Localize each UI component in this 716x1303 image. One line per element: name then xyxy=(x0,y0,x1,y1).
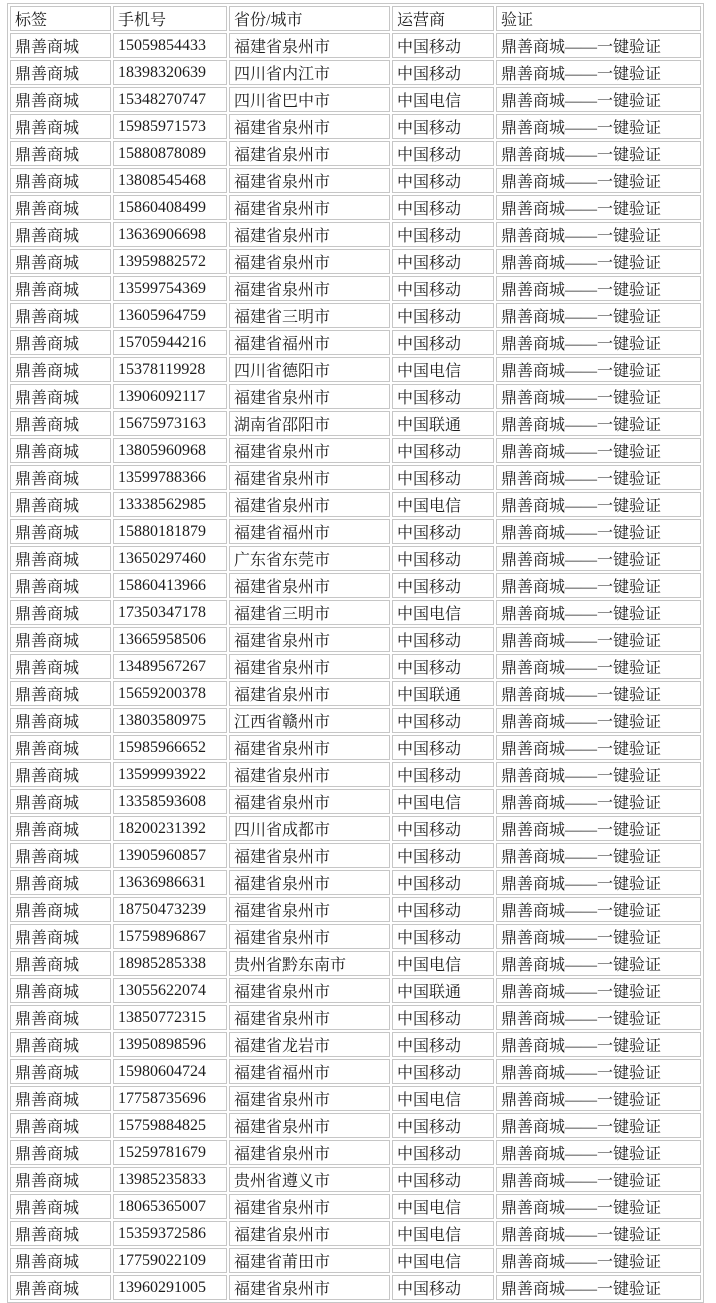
cell-carrier: 中国移动 xyxy=(392,546,494,571)
cell-carrier: 中国联通 xyxy=(392,681,494,706)
cell-region: 福建省泉州市 xyxy=(229,1113,390,1138)
cell-label: 鼎善商城 xyxy=(10,627,111,652)
cell-phone: 13850772315 xyxy=(113,1005,227,1030)
cell-region: 福建省龙岩市 xyxy=(229,1032,390,1057)
cell-phone: 13338562985 xyxy=(113,492,227,517)
table-row xyxy=(10,438,701,463)
cell-verify: 鼎善商城——一键验证 xyxy=(496,276,701,301)
cell-verify: 鼎善商城——一键验证 xyxy=(496,1248,701,1273)
table-row xyxy=(10,1221,701,1246)
cell-carrier: 中国移动 xyxy=(392,249,494,274)
cell-phone: 15759896867 xyxy=(113,924,227,949)
cell-verify: 鼎善商城——一键验证 xyxy=(496,357,701,382)
cell-label: 鼎善商城 xyxy=(10,303,111,328)
cell-carrier: 中国联通 xyxy=(392,411,494,436)
cell-region: 湖南省邵阳市 xyxy=(229,411,390,436)
cell-label: 鼎善商城 xyxy=(10,1221,111,1246)
cell-label: 鼎善商城 xyxy=(10,1194,111,1219)
cell-carrier: 中国移动 xyxy=(392,573,494,598)
column-header-carrier: 运营商 xyxy=(392,6,494,31)
cell-verify: 鼎善商城——一键验证 xyxy=(496,411,701,436)
cell-carrier: 中国移动 xyxy=(392,276,494,301)
table-row xyxy=(10,600,701,625)
table-row xyxy=(10,627,701,652)
cell-verify: 鼎善商城——一键验证 xyxy=(496,1005,701,1030)
table-row xyxy=(10,546,701,571)
cell-carrier: 中国移动 xyxy=(392,816,494,841)
cell-verify: 鼎善商城——一键验证 xyxy=(496,141,701,166)
cell-phone: 13599993922 xyxy=(113,762,227,787)
column-header-phone: 手机号 xyxy=(113,6,227,31)
cell-phone: 13055622074 xyxy=(113,978,227,1003)
cell-phone: 17759022109 xyxy=(113,1248,227,1273)
cell-verify: 鼎善商城——一键验证 xyxy=(496,519,701,544)
cell-verify: 鼎善商城——一键验证 xyxy=(496,384,701,409)
cell-verify: 鼎善商城——一键验证 xyxy=(496,708,701,733)
cell-region: 福建省泉州市 xyxy=(229,573,390,598)
cell-carrier: 中国电信 xyxy=(392,87,494,112)
cell-label: 鼎善商城 xyxy=(10,411,111,436)
cell-region: 福建省泉州市 xyxy=(229,114,390,139)
table-row xyxy=(10,249,701,274)
table-row xyxy=(10,1194,701,1219)
table-row xyxy=(10,114,701,139)
cell-label: 鼎善商城 xyxy=(10,843,111,868)
cell-carrier: 中国移动 xyxy=(392,114,494,139)
cell-label: 鼎善商城 xyxy=(10,681,111,706)
cell-region: 福建省泉州市 xyxy=(229,1275,390,1300)
cell-phone: 13358593608 xyxy=(113,789,227,814)
cell-label: 鼎善商城 xyxy=(10,357,111,382)
cell-phone: 15659200378 xyxy=(113,681,227,706)
cell-verify: 鼎善商城——一键验证 xyxy=(496,762,701,787)
cell-region: 福建省泉州市 xyxy=(229,33,390,58)
table-row xyxy=(10,924,701,949)
cell-carrier: 中国移动 xyxy=(392,1140,494,1165)
cell-label: 鼎善商城 xyxy=(10,1005,111,1030)
table-row xyxy=(10,870,701,895)
cell-verify: 鼎善商城——一键验证 xyxy=(496,735,701,760)
cell-label: 鼎善商城 xyxy=(10,492,111,517)
cell-label: 鼎善商城 xyxy=(10,1059,111,1084)
cell-label: 鼎善商城 xyxy=(10,654,111,679)
column-header-verify: 验证 xyxy=(496,6,701,31)
cell-phone: 15880181879 xyxy=(113,519,227,544)
cell-verify: 鼎善商城——一键验证 xyxy=(496,195,701,220)
table-row xyxy=(10,357,701,382)
cell-phone: 18985285338 xyxy=(113,951,227,976)
cell-label: 鼎善商城 xyxy=(10,249,111,274)
cell-carrier: 中国移动 xyxy=(392,168,494,193)
table-row xyxy=(10,330,701,355)
cell-phone: 15259781679 xyxy=(113,1140,227,1165)
cell-label: 鼎善商城 xyxy=(10,195,111,220)
table-row xyxy=(10,303,701,328)
cell-carrier: 中国移动 xyxy=(392,1113,494,1138)
cell-phone: 15675973163 xyxy=(113,411,227,436)
cell-verify: 鼎善商城——一键验证 xyxy=(496,1221,701,1246)
cell-verify: 鼎善商城——一键验证 xyxy=(496,1059,701,1084)
cell-verify: 鼎善商城——一键验证 xyxy=(496,1086,701,1111)
cell-phone: 15880878089 xyxy=(113,141,227,166)
cell-label: 鼎善商城 xyxy=(10,978,111,1003)
cell-label: 鼎善商城 xyxy=(10,1113,111,1138)
cell-phone: 13808545468 xyxy=(113,168,227,193)
cell-verify: 鼎善商城——一键验证 xyxy=(496,600,701,625)
table-body xyxy=(10,33,701,1300)
cell-carrier: 中国电信 xyxy=(392,951,494,976)
cell-phone: 13805960968 xyxy=(113,438,227,463)
cell-carrier: 中国移动 xyxy=(392,1032,494,1057)
cell-verify: 鼎善商城——一键验证 xyxy=(496,924,701,949)
cell-region: 福建省泉州市 xyxy=(229,492,390,517)
table-row xyxy=(10,681,701,706)
cell-carrier: 中国移动 xyxy=(392,303,494,328)
cell-phone: 15980604724 xyxy=(113,1059,227,1084)
cell-carrier: 中国电信 xyxy=(392,1248,494,1273)
cell-region: 福建省泉州市 xyxy=(229,384,390,409)
cell-phone: 15059854433 xyxy=(113,33,227,58)
table-row xyxy=(10,60,701,85)
cell-carrier: 中国移动 xyxy=(392,60,494,85)
cell-carrier: 中国移动 xyxy=(392,1059,494,1084)
cell-phone: 13599754369 xyxy=(113,276,227,301)
cell-verify: 鼎善商城——一键验证 xyxy=(496,492,701,517)
cell-verify: 鼎善商城——一键验证 xyxy=(496,1140,701,1165)
table-row xyxy=(10,816,701,841)
cell-phone: 13605964759 xyxy=(113,303,227,328)
cell-region: 福建省泉州市 xyxy=(229,195,390,220)
cell-verify: 鼎善商城——一键验证 xyxy=(496,1275,701,1300)
cell-label: 鼎善商城 xyxy=(10,168,111,193)
cell-verify: 鼎善商城——一键验证 xyxy=(496,60,701,85)
cell-label: 鼎善商城 xyxy=(10,1167,111,1192)
cell-carrier: 中国电信 xyxy=(392,357,494,382)
cell-label: 鼎善商城 xyxy=(10,897,111,922)
cell-phone: 15348270747 xyxy=(113,87,227,112)
cell-region: 贵州省黔东南市 xyxy=(229,951,390,976)
cell-region: 福建省泉州市 xyxy=(229,1005,390,1030)
cell-carrier: 中国移动 xyxy=(392,870,494,895)
cell-region: 福建省泉州市 xyxy=(229,438,390,463)
cell-region: 四川省内江市 xyxy=(229,60,390,85)
cell-phone: 17350347178 xyxy=(113,600,227,625)
cell-region: 福建省泉州市 xyxy=(229,1140,390,1165)
table-row xyxy=(10,141,701,166)
table-row xyxy=(10,978,701,1003)
cell-region: 福建省泉州市 xyxy=(229,222,390,247)
table-row xyxy=(10,1140,701,1165)
cell-phone: 15985966652 xyxy=(113,735,227,760)
table-row xyxy=(10,222,701,247)
table-row xyxy=(10,762,701,787)
column-header-region: 省份/城市 xyxy=(229,6,390,31)
cell-region: 福建省泉州市 xyxy=(229,465,390,490)
cell-verify: 鼎善商城——一键验证 xyxy=(496,249,701,274)
cell-phone: 18200231392 xyxy=(113,816,227,841)
table-row xyxy=(10,1275,701,1300)
table-row xyxy=(10,195,701,220)
cell-label: 鼎善商城 xyxy=(10,60,111,85)
cell-region: 福建省泉州市 xyxy=(229,1221,390,1246)
cell-carrier: 中国移动 xyxy=(392,330,494,355)
cell-region: 福建省泉州市 xyxy=(229,897,390,922)
cell-carrier: 中国移动 xyxy=(392,762,494,787)
table-row xyxy=(10,708,701,733)
table-row xyxy=(10,735,701,760)
cell-region: 福建省泉州市 xyxy=(229,627,390,652)
cell-label: 鼎善商城 xyxy=(10,33,111,58)
cell-label: 鼎善商城 xyxy=(10,573,111,598)
table-row xyxy=(10,411,701,436)
cell-region: 福建省泉州市 xyxy=(229,762,390,787)
cell-verify: 鼎善商城——一键验证 xyxy=(496,438,701,463)
cell-verify: 鼎善商城——一键验证 xyxy=(496,951,701,976)
cell-carrier: 中国电信 xyxy=(392,492,494,517)
cell-carrier: 中国移动 xyxy=(392,1167,494,1192)
table-row xyxy=(10,1167,701,1192)
cell-region: 福建省泉州市 xyxy=(229,789,390,814)
table-header-row xyxy=(10,6,701,31)
cell-carrier: 中国移动 xyxy=(392,735,494,760)
table-row xyxy=(10,1005,701,1030)
cell-carrier: 中国移动 xyxy=(392,33,494,58)
cell-phone: 18065365007 xyxy=(113,1194,227,1219)
cell-carrier: 中国移动 xyxy=(392,438,494,463)
cell-phone: 18750473239 xyxy=(113,897,227,922)
table-row xyxy=(10,276,701,301)
table-row xyxy=(10,789,701,814)
cell-verify: 鼎善商城——一键验证 xyxy=(496,87,701,112)
phone-records-page xyxy=(0,3,716,1303)
cell-carrier: 中国电信 xyxy=(392,1086,494,1111)
cell-carrier: 中国移动 xyxy=(392,1275,494,1300)
cell-label: 鼎善商城 xyxy=(10,708,111,733)
cell-carrier: 中国电信 xyxy=(392,1194,494,1219)
cell-phone: 13650297460 xyxy=(113,546,227,571)
cell-region: 贵州省遵义市 xyxy=(229,1167,390,1192)
cell-phone: 13636906698 xyxy=(113,222,227,247)
cell-label: 鼎善商城 xyxy=(10,1140,111,1165)
cell-verify: 鼎善商城——一键验证 xyxy=(496,897,701,922)
cell-verify: 鼎善商城——一键验证 xyxy=(496,1194,701,1219)
cell-region: 福建省泉州市 xyxy=(229,870,390,895)
cell-carrier: 中国移动 xyxy=(392,384,494,409)
cell-verify: 鼎善商城——一键验证 xyxy=(496,303,701,328)
cell-carrier: 中国移动 xyxy=(392,924,494,949)
cell-verify: 鼎善商城——一键验证 xyxy=(496,573,701,598)
cell-verify: 鼎善商城——一键验证 xyxy=(496,1113,701,1138)
cell-phone: 13599788366 xyxy=(113,465,227,490)
cell-region: 福建省三明市 xyxy=(229,600,390,625)
cell-region: 福建省福州市 xyxy=(229,330,390,355)
cell-label: 鼎善商城 xyxy=(10,330,111,355)
cell-label: 鼎善商城 xyxy=(10,87,111,112)
cell-label: 鼎善商城 xyxy=(10,789,111,814)
cell-region: 江西省赣州市 xyxy=(229,708,390,733)
table-row xyxy=(10,1113,701,1138)
cell-region: 福建省莆田市 xyxy=(229,1248,390,1273)
records-table xyxy=(7,3,704,1303)
cell-label: 鼎善商城 xyxy=(10,870,111,895)
cell-label: 鼎善商城 xyxy=(10,276,111,301)
cell-verify: 鼎善商城——一键验证 xyxy=(496,465,701,490)
cell-phone: 15705944216 xyxy=(113,330,227,355)
cell-verify: 鼎善商城——一键验证 xyxy=(496,1167,701,1192)
cell-label: 鼎善商城 xyxy=(10,816,111,841)
table-row xyxy=(10,951,701,976)
cell-region: 广东省东莞市 xyxy=(229,546,390,571)
cell-carrier: 中国移动 xyxy=(392,195,494,220)
cell-carrier: 中国移动 xyxy=(392,465,494,490)
cell-carrier: 中国移动 xyxy=(392,654,494,679)
cell-carrier: 中国联通 xyxy=(392,978,494,1003)
table-row xyxy=(10,87,701,112)
cell-label: 鼎善商城 xyxy=(10,141,111,166)
cell-region: 福建省泉州市 xyxy=(229,843,390,868)
cell-region: 福建省福州市 xyxy=(229,1059,390,1084)
cell-phone: 15359372586 xyxy=(113,1221,227,1246)
cell-verify: 鼎善商城——一键验证 xyxy=(496,114,701,139)
table-row xyxy=(10,897,701,922)
cell-phone: 13959882572 xyxy=(113,249,227,274)
column-header-label: 标签 xyxy=(10,6,111,31)
cell-region: 福建省泉州市 xyxy=(229,168,390,193)
cell-phone: 15985971573 xyxy=(113,114,227,139)
cell-region: 福建省泉州市 xyxy=(229,654,390,679)
cell-verify: 鼎善商城——一键验证 xyxy=(496,681,701,706)
cell-phone: 13636986631 xyxy=(113,870,227,895)
cell-verify: 鼎善商城——一键验证 xyxy=(496,330,701,355)
cell-label: 鼎善商城 xyxy=(10,438,111,463)
cell-verify: 鼎善商城——一键验证 xyxy=(496,168,701,193)
cell-label: 鼎善商城 xyxy=(10,384,111,409)
cell-label: 鼎善商城 xyxy=(10,924,111,949)
cell-verify: 鼎善商城——一键验证 xyxy=(496,546,701,571)
table-row xyxy=(10,384,701,409)
cell-phone: 13905960857 xyxy=(113,843,227,868)
cell-verify: 鼎善商城——一键验证 xyxy=(496,654,701,679)
cell-carrier: 中国电信 xyxy=(392,600,494,625)
cell-label: 鼎善商城 xyxy=(10,600,111,625)
cell-region: 福建省泉州市 xyxy=(229,276,390,301)
cell-verify: 鼎善商城——一键验证 xyxy=(496,843,701,868)
table-row xyxy=(10,654,701,679)
cell-region: 四川省成都市 xyxy=(229,816,390,841)
table-row xyxy=(10,843,701,868)
cell-verify: 鼎善商城——一键验证 xyxy=(496,789,701,814)
cell-region: 福建省泉州市 xyxy=(229,681,390,706)
cell-phone: 13665958506 xyxy=(113,627,227,652)
cell-carrier: 中国移动 xyxy=(392,1005,494,1030)
cell-carrier: 中国移动 xyxy=(392,708,494,733)
table-row xyxy=(10,1086,701,1111)
cell-verify: 鼎善商城——一键验证 xyxy=(496,816,701,841)
cell-label: 鼎善商城 xyxy=(10,222,111,247)
cell-verify: 鼎善商城——一键验证 xyxy=(496,627,701,652)
cell-region: 福建省泉州市 xyxy=(229,1194,390,1219)
cell-verify: 鼎善商城——一键验证 xyxy=(496,222,701,247)
cell-phone: 13960291005 xyxy=(113,1275,227,1300)
cell-phone: 15378119928 xyxy=(113,357,227,382)
table-row xyxy=(10,1248,701,1273)
cell-label: 鼎善商城 xyxy=(10,1032,111,1057)
cell-label: 鼎善商城 xyxy=(10,951,111,976)
cell-phone: 13803580975 xyxy=(113,708,227,733)
cell-verify: 鼎善商城——一键验证 xyxy=(496,978,701,1003)
cell-phone: 13489567267 xyxy=(113,654,227,679)
cell-region: 福建省三明市 xyxy=(229,303,390,328)
cell-phone: 13985235833 xyxy=(113,1167,227,1192)
cell-region: 福建省泉州市 xyxy=(229,978,390,1003)
cell-carrier: 中国移动 xyxy=(392,843,494,868)
cell-region: 福建省泉州市 xyxy=(229,141,390,166)
cell-label: 鼎善商城 xyxy=(10,762,111,787)
cell-label: 鼎善商城 xyxy=(10,519,111,544)
cell-carrier: 中国移动 xyxy=(392,519,494,544)
table-row xyxy=(10,492,701,517)
cell-phone: 18398320639 xyxy=(113,60,227,85)
cell-label: 鼎善商城 xyxy=(10,1086,111,1111)
cell-phone: 15860408499 xyxy=(113,195,227,220)
table-row xyxy=(10,573,701,598)
table-row xyxy=(10,465,701,490)
cell-phone: 17758735696 xyxy=(113,1086,227,1111)
cell-region: 福建省泉州市 xyxy=(229,924,390,949)
cell-label: 鼎善商城 xyxy=(10,465,111,490)
cell-verify: 鼎善商城——一键验证 xyxy=(496,33,701,58)
cell-phone: 13906092117 xyxy=(113,384,227,409)
cell-region: 福建省泉州市 xyxy=(229,249,390,274)
cell-carrier: 中国电信 xyxy=(392,789,494,814)
cell-carrier: 中国移动 xyxy=(392,141,494,166)
cell-verify: 鼎善商城——一键验证 xyxy=(496,870,701,895)
cell-phone: 13950898596 xyxy=(113,1032,227,1057)
cell-label: 鼎善商城 xyxy=(10,114,111,139)
cell-verify: 鼎善商城——一键验证 xyxy=(496,1032,701,1057)
cell-region: 四川省巴中市 xyxy=(229,87,390,112)
table-row xyxy=(10,1059,701,1084)
cell-region: 福建省泉州市 xyxy=(229,735,390,760)
cell-label: 鼎善商城 xyxy=(10,735,111,760)
cell-region: 福建省福州市 xyxy=(229,519,390,544)
cell-carrier: 中国电信 xyxy=(392,1221,494,1246)
table-row xyxy=(10,33,701,58)
cell-phone: 15759884825 xyxy=(113,1113,227,1138)
cell-label: 鼎善商城 xyxy=(10,1275,111,1300)
cell-region: 福建省泉州市 xyxy=(229,1086,390,1111)
cell-carrier: 中国移动 xyxy=(392,222,494,247)
table-row xyxy=(10,1032,701,1057)
cell-phone: 15860413966 xyxy=(113,573,227,598)
cell-label: 鼎善商城 xyxy=(10,1248,111,1273)
cell-label: 鼎善商城 xyxy=(10,546,111,571)
table-row xyxy=(10,168,701,193)
cell-carrier: 中国移动 xyxy=(392,627,494,652)
cell-carrier: 中国移动 xyxy=(392,897,494,922)
table-row xyxy=(10,519,701,544)
cell-region: 四川省德阳市 xyxy=(229,357,390,382)
